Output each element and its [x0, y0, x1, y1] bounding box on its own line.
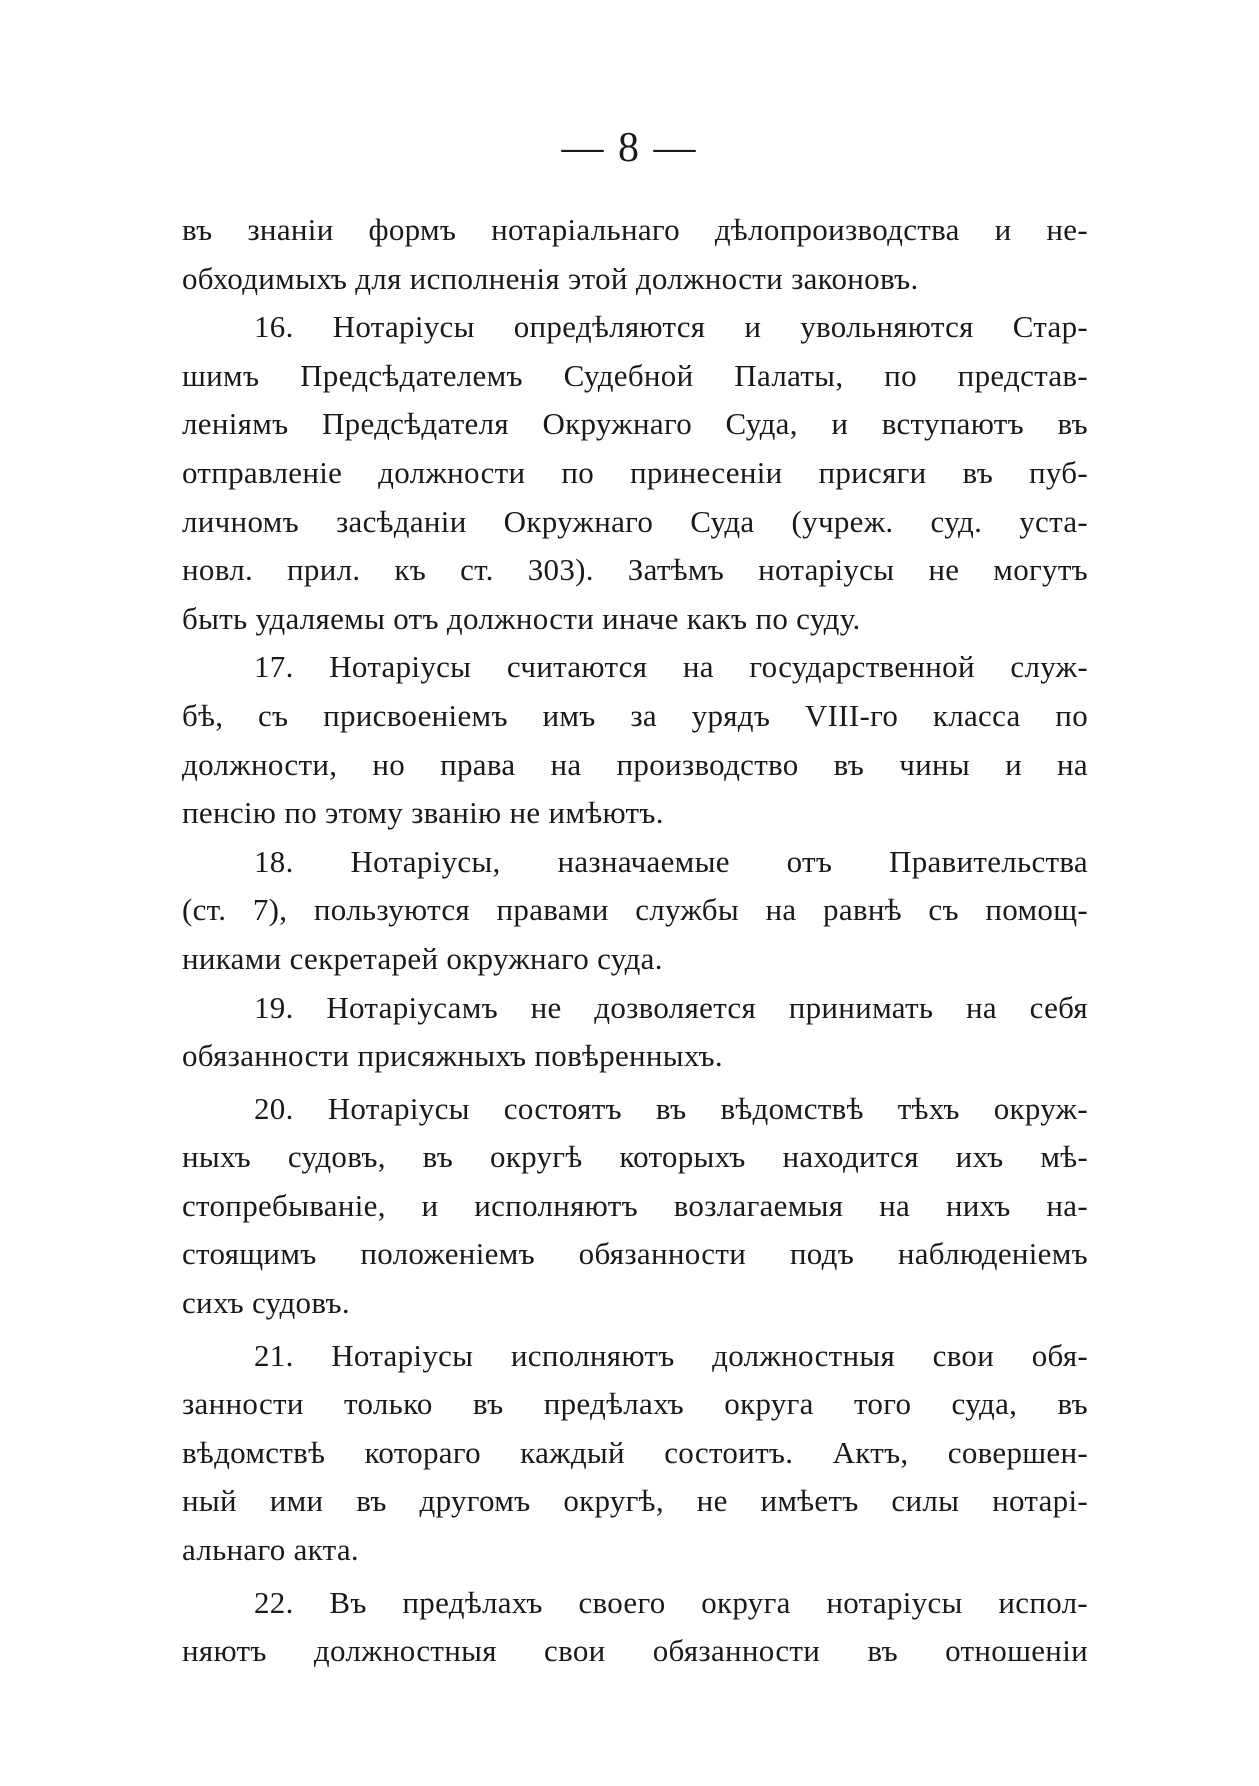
article-16-start: 16. Нотаріусы опредѣляются и увольняются Стар-: [254, 309, 1088, 345]
text-line: ный ими въ другомъ округѣ, не имѣетъ силы нотарі-: [182, 1483, 1088, 1519]
text-line: новл. прил. къ ст. 303). Затѣмъ нотаріусы не могутъ: [182, 552, 1088, 588]
text-line: няютъ должностныя свои обязанности въ отношеніи: [182, 1633, 1088, 1669]
article-18-start: 18. Нотаріусы, назначаемые отъ Правительства: [254, 843, 1088, 879]
text-line: шимъ Предсѣдателемъ Судебной Палаты, по представ-: [182, 357, 1088, 393]
article-17-start: 17. Нотаріусы считаются на государственной служ-: [254, 649, 1088, 685]
body-text: [182, 206, 1088, 1676]
text-line: обходимыхъ для исполненія этой должности законовъ.: [182, 260, 919, 296]
text-line: обязанности присяжныхъ повѣренныхъ.: [182, 1038, 723, 1074]
text-line: вѣдомствѣ котораго каждый состоитъ. Актъ, совершен-: [182, 1434, 1088, 1470]
text-line: альнаго акта.: [182, 1532, 359, 1568]
text-line: занности только въ предѣлахъ округа того суда, въ: [182, 1386, 1088, 1422]
text-line: никами секретарей окружнаго суда.: [182, 940, 663, 976]
text-line: отправленіе должности по принесеніи присяги въ пуб-: [182, 454, 1088, 490]
text-line: стоящимъ положеніемъ обязанности подъ наблюденіемъ: [182, 1236, 1088, 1272]
text-line: въ знаніи формъ нотаріальнаго дѣлопроизводства и не-: [182, 212, 1088, 247]
text-line: бѣ, съ присвоеніемъ имъ за урядъ VIII-го класса по: [182, 697, 1088, 733]
text-line: пенсію по этому званію не имѣютъ.: [182, 795, 664, 831]
text-line: личномъ засѣданіи Окружнаго Суда (учреж. суд. уста-: [182, 503, 1088, 539]
text-line: быть удаляемы отъ должности иначе какъ по суду.: [182, 600, 861, 636]
page-number: — 8 —: [561, 125, 698, 171]
text-line: сихъ судовъ.: [182, 1285, 350, 1321]
article-21-start: 21. Нотаріусы исполняютъ должностныя свои обя-: [254, 1337, 1088, 1373]
article-22-start: 22. Въ предѣлахъ своего округа нотаріусы испол-: [254, 1584, 1088, 1620]
text-line: ныхъ судовъ, въ округѣ которыхъ находится ихъ мѣ-: [182, 1139, 1088, 1175]
text-line: (ст. 7), пользуются правами службы на равнѣ съ помощ-: [182, 892, 1088, 928]
text-line: стопребываніе, и исполняютъ возлагаемыя на нихъ на-: [182, 1187, 1088, 1223]
text-line: леніямъ Предсѣдателя Окружнаго Суда, и вступаютъ въ: [182, 406, 1088, 442]
article-20-start: 20. Нотаріусы состоятъ въ вѣдомствѣ тѣхъ окруж-: [254, 1090, 1088, 1126]
text-line: должности, но права на производство въ чины и на: [182, 746, 1088, 782]
article-19-start: 19. Нотаріусамъ не дозволяется принимать на себя: [254, 989, 1088, 1025]
